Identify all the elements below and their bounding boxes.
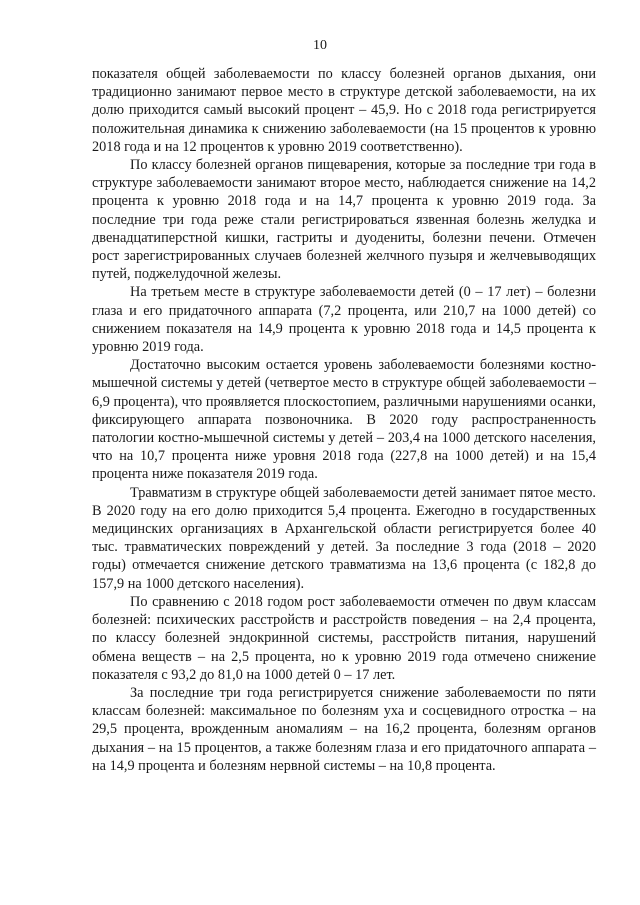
paragraph-musculoskeletal: Достаточно высоким остается уровень заболеваемости болезнями костно-мышечной системы у детей (четвертое место в структуре общей заболеваемости – 6,9 процента), что проявляется плоскостопием, различными нарушениями осанки, фиксирующего аппарата позвоночника. В 2020 году распространенность патологии костно-мышечной системы у детей – 203,4 на 1000 детского населения, что на 10,7 процента ниже уровня 2018 года (227,8 на 1000 детей) и на 15,4 процента ниже показателя 2019 года. xyxy=(92,357,596,483)
paragraph-eye: На третьем месте в структуре заболеваемости детей (0 – 17 лет) – болезни глаза и его придаточного аппарата (7,2 процента, или 210,7 на 1000 детей) со снижением показателя на 14,9 процента к уровню 2018 года и 14,5 процента к уровню 2019 года. xyxy=(92,284,596,356)
paragraph-injury: Травматизм в структуре общей заболеваемости детей занимает пятое место. В 2020 году на его долю приходится 5,4 процента. Ежегодно в государственных медицинских организациях в Архангельской области регистрируется более 40 тыс. травматических повреждений у детей. За последние 3 года (2018 – 2020 годы) отмечается снижение детского травматизма на 13,6 процента (с 182,8 до 157,9 на 1000 детского населения). xyxy=(92,484,596,592)
paragraph-decline-classes: За последние три года регистрируется снижение заболеваемости по пяти классам болезней: максимальное по болезням уха и сосцевидного отростка – на 29,5 процента, врожденным аномалиям – на 16,2 процента, болезням органов дыхания – на 15 процентов, а также болезням глаза и его придаточного аппарата – на 14,9 процента и болезням нервной системы – на 10,8 процента. xyxy=(92,684,596,774)
page-number: 10 xyxy=(313,38,327,53)
paragraph-respiratory-continued: показателя общей заболеваемости по классу болезней органов дыхания, они традиционно занимают первое место в структуре детской заболеваемости, на их долю приходится самый высокий процент – 45,9. Но с 2018 года регистрируется положительная динамика к снижению заболеваемости (на 15 процентов к уровню 2018 года и на 12 процентов к уровню 2019 соответственно). xyxy=(92,66,596,155)
document-body xyxy=(92,65,596,775)
paragraph-digestive: По классу болезней органов пищеварения, которые за последние три года в структуре заболеваемости занимают второе место, наблюдается снижение на 14,2 процента к уровню 2018 года и на 14,7 процента к уровню 2019 года. За последние три года реже стали регистрироваться язвенная болезнь желудка и двенадцатиперстной кишки, гастриты и дуодениты, болезни печени. Отмечен рост зарегистрированных случаев болезней желчного пузыря и желчевыводящих путей, поджелудочной железы. xyxy=(92,157,596,283)
paragraph-growth-classes: По сравнению с 2018 годом рост заболеваемости отмечен по двум классам болезней: психических расстройств и расстройств поведения – на 2,4 процента, по классу болезней эндокринной системы, расстройств питания, нарушений обмена веществ – на 2,5 процента, но к уровню 2019 года отмечено снижение показателя с 93,2 до 81,0 на 1000 детей 0 – 17 лет. xyxy=(92,593,596,683)
